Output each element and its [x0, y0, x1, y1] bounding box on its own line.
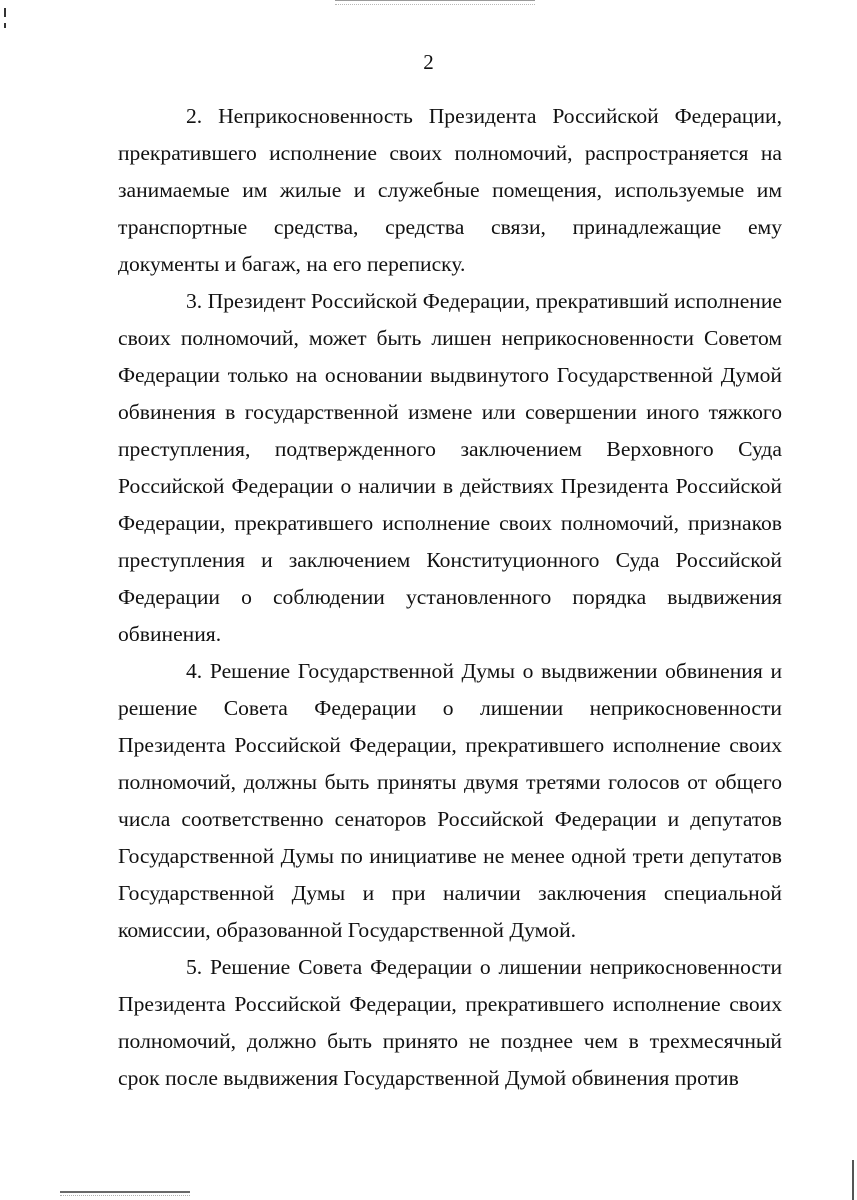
page-number: 2	[423, 50, 434, 74]
document-body	[118, 98, 782, 1097]
paragraph-2: 2. Неприкосновенность Президента Российской Федерации, прекратившего исполнение своих полномочий, распространяется на занимаемые им жилые и служебные помещения, используемые им транспортные средства, средства связи, принадлежащие ему документы и багаж, на его переписку.	[118, 104, 782, 276]
scan-artifact-right	[852, 1160, 854, 1200]
scan-artifact-top	[335, 0, 535, 5]
paragraph-4: 4. Решение Государственной Думы о выдвижении обвинения и решение Совета Федерации о лишении неприкосновенности Президента Российской Федерации, прекратившего исполнение своих полномочий, должны быть приняты двумя третями голосов от общего числа соответственно сенаторов Российской Федерации и депутатов Государственной Думы по инициативе не менее одной трети депутатов Государственной Думы и при наличии заключения специальной комиссии, образованной Государственной Думой.	[118, 659, 782, 942]
paragraph-5: 5. Решение Совета Федерации о лишении неприкосновенности Президента Российской Федерации, прекратившего исполнение своих полномочий, должно быть принято не позднее чем в трехмесячный срок после выдвижения Государственной Думой обвинения против	[118, 955, 782, 1090]
paragraph-3: 3. Президент Российской Федерации, прекративший исполнение своих полномочий, может быть лишен неприкосновенности Советом Федерации только на основании выдвинутого Государственной Думой обвинения в государственной измене или совершении иного тяжкого преступления, подтвержденного заключением Верховного Суда Российской Федерации о наличии в действиях Президента Российской Федерации, прекратившего исполнение своих полномочий, признаков преступления и заключением Конституционного Суда Российской Федерации о соблюдении установленного порядка выдвижения обвинения.	[118, 289, 782, 646]
scan-artifact-left	[4, 8, 7, 30]
scan-artifact-bottom	[60, 1191, 190, 1196]
